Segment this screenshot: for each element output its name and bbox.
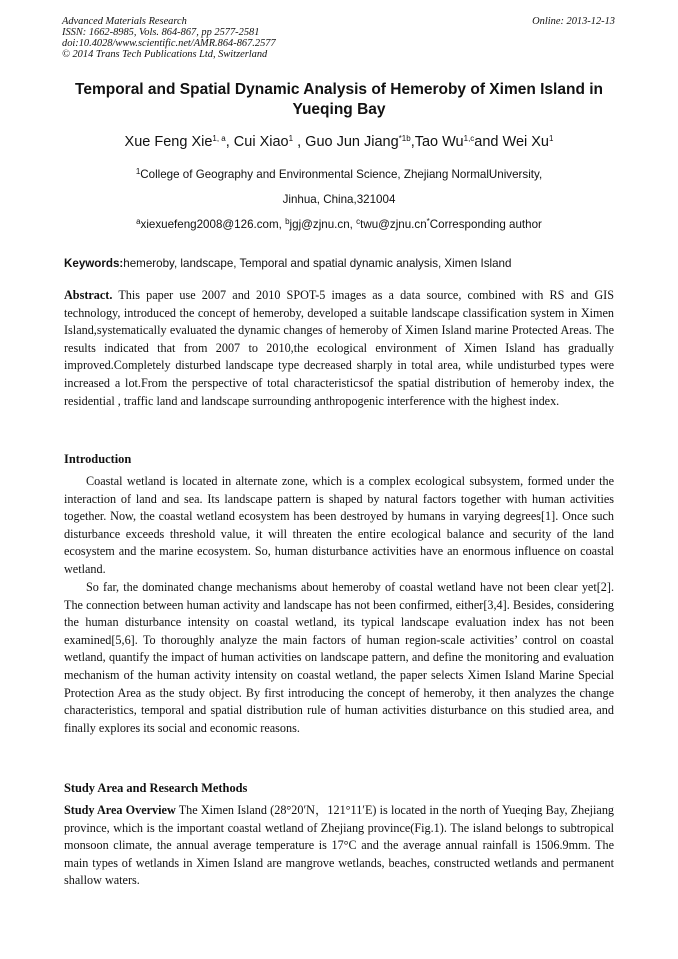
email-sup: c bbox=[356, 217, 361, 226]
study-area-overview-text: The Ximen Island (28°20′N，121°11′E) is located in the north of Yueqing Bay, Zhejiang province, which is the important coastal wetland of Zhejiang province(Fig.1). The island belongs to subtropical monsoon climate, the annual average temperature is 17°C and the average annual rainfall is 1506.9mm. The main types of wetlands in Ximen Island are mangrove wetlands, beaches, constructed wetlands and permanent shallow waters. bbox=[64, 803, 615, 888]
section-heading-study-area: Study Area and Research Methods bbox=[64, 781, 248, 795]
section-heading-introduction: Introduction bbox=[64, 452, 132, 466]
author-sup: 1,c bbox=[463, 134, 475, 143]
author-sup: 1 bbox=[549, 134, 554, 143]
corresponding-author-note: Corresponding author bbox=[429, 218, 542, 231]
issn-line: ISSN: 1662-8985, Vols. 864-867, pp 2577-2581 bbox=[62, 27, 260, 38]
author-sup: 1 bbox=[288, 134, 294, 143]
email-a[interactable]: xiexuefeng2008@126.com, bbox=[140, 218, 286, 231]
abstract bbox=[64, 287, 614, 410]
email-sup: a bbox=[136, 217, 141, 226]
copyright-line: © 2014 Trans Tech Publications Ltd, Switzerland bbox=[62, 49, 268, 60]
affiliation-line-2: Jinhua, China,321004 bbox=[282, 193, 396, 206]
email-b[interactable]: jgj@zjnu.cn, bbox=[289, 218, 357, 231]
study-area-overview bbox=[64, 802, 614, 890]
affiliation-line-1 bbox=[60, 168, 618, 182]
intro-paragraph-2: So far, the dominated change mechanisms about hemeroby of coastal wetland have not been clear yet[2]. The connection between human activity and landscape has not been confirmed, either[3,4]. Besides, considering the human disturbance intensity on coastal wetland, its typical landscape evaluation index has not been examined[5,6]. To thoroughly analyze the main factors of human region-scale activities’ control on coastal wetland, quantify the impact of human activities on landscape pattern, and define the monitoring and evaluation mechanism of the human activity intensity on coastal wetland, the paper selects Ximen Island Marine Special Protection Area as the study object. By first introducing the concept of hemeroby, it then analyzes the change characteristics, temporal and spatial distribution rule of human activities disturbance on this studied area, and finally explores its social and economic reasons. bbox=[64, 580, 614, 735]
affiliation-text: College of Geography and Environmental Science, Zhejiang NormalUniversity, bbox=[140, 168, 543, 181]
abstract-text: This paper use 2007 and 2010 SPOT-5 images as a data source, combined with RS and GIS technology, introduced the concept of hemeroby, developed a suitable landscape classification system in Ximen Island,systematically evaluated the dynamic changes of hemeroby of Ximen Island marine Protected Areas. The results indicated that from 2007 to 2010,the ecological environment of Ximen Island has gradually improved.Completely disturbed landscape type decreased sharply in total area, while undisturbed types were increased a lot.From the perspective of total characteristicsof the spatial distribution of hemeroby index, the residential , traffic land and landscape surrounding anthropogenic interference with the highest index. bbox=[64, 288, 614, 408]
journal-name: Advanced Materials Research bbox=[62, 16, 187, 27]
author-name: ,Tao Wu bbox=[410, 134, 464, 150]
author-sup: 1, a bbox=[212, 134, 226, 143]
author-name: Xue Feng Xie bbox=[124, 134, 213, 150]
author-sup: *1b bbox=[398, 134, 411, 143]
abstract-label: Abstract. bbox=[64, 288, 113, 302]
doi-line: doi:10.4028/www.scientific.net/AMR.864-867.2577 bbox=[62, 38, 276, 49]
study-area-overview-label: Study Area Overview bbox=[64, 803, 176, 817]
keywords-label: Keywords: bbox=[64, 257, 124, 270]
journal-header bbox=[62, 16, 276, 60]
author-name: and Wei Xu bbox=[474, 134, 549, 150]
email-sup: b bbox=[285, 217, 290, 226]
online-date: Online: 2013-12-13 bbox=[532, 16, 615, 27]
email-c[interactable]: twu@zjnu.cn bbox=[360, 218, 427, 231]
corr-sup: * bbox=[426, 217, 430, 226]
author-list bbox=[60, 133, 618, 151]
author-name: , Guo Jun Jiang bbox=[293, 134, 399, 150]
keywords-text: hemeroby, landscape, Temporal and spatial dynamic analysis, Ximen Island bbox=[123, 257, 512, 270]
affiliation-sup: 1 bbox=[135, 167, 141, 176]
author-name: , Cui Xiao bbox=[225, 134, 289, 150]
intro-paragraph-1: Coastal wetland is located in alternate zone, which is a complex ecological subsystem, formed under the interaction of land and sea. Its landscape pattern is shaped by natural factors together with human activities together. Now, the coastal wetland ecosystem has been destroyed by humans in varying degrees[1]. Once such disturbance exceeds threshold value, it will threaten the entire ecological balance and security of the land ecosystem and the marine ecosystem. So, human disturbance activities have an enormous influence on coastal wetland. bbox=[64, 474, 614, 576]
keywords bbox=[64, 257, 616, 271]
paper-title: Temporal and Spatial Dynamic Analysis of Hemeroby of Ximen Island in Yueqing Bay bbox=[75, 81, 603, 118]
email-line bbox=[60, 218, 618, 232]
